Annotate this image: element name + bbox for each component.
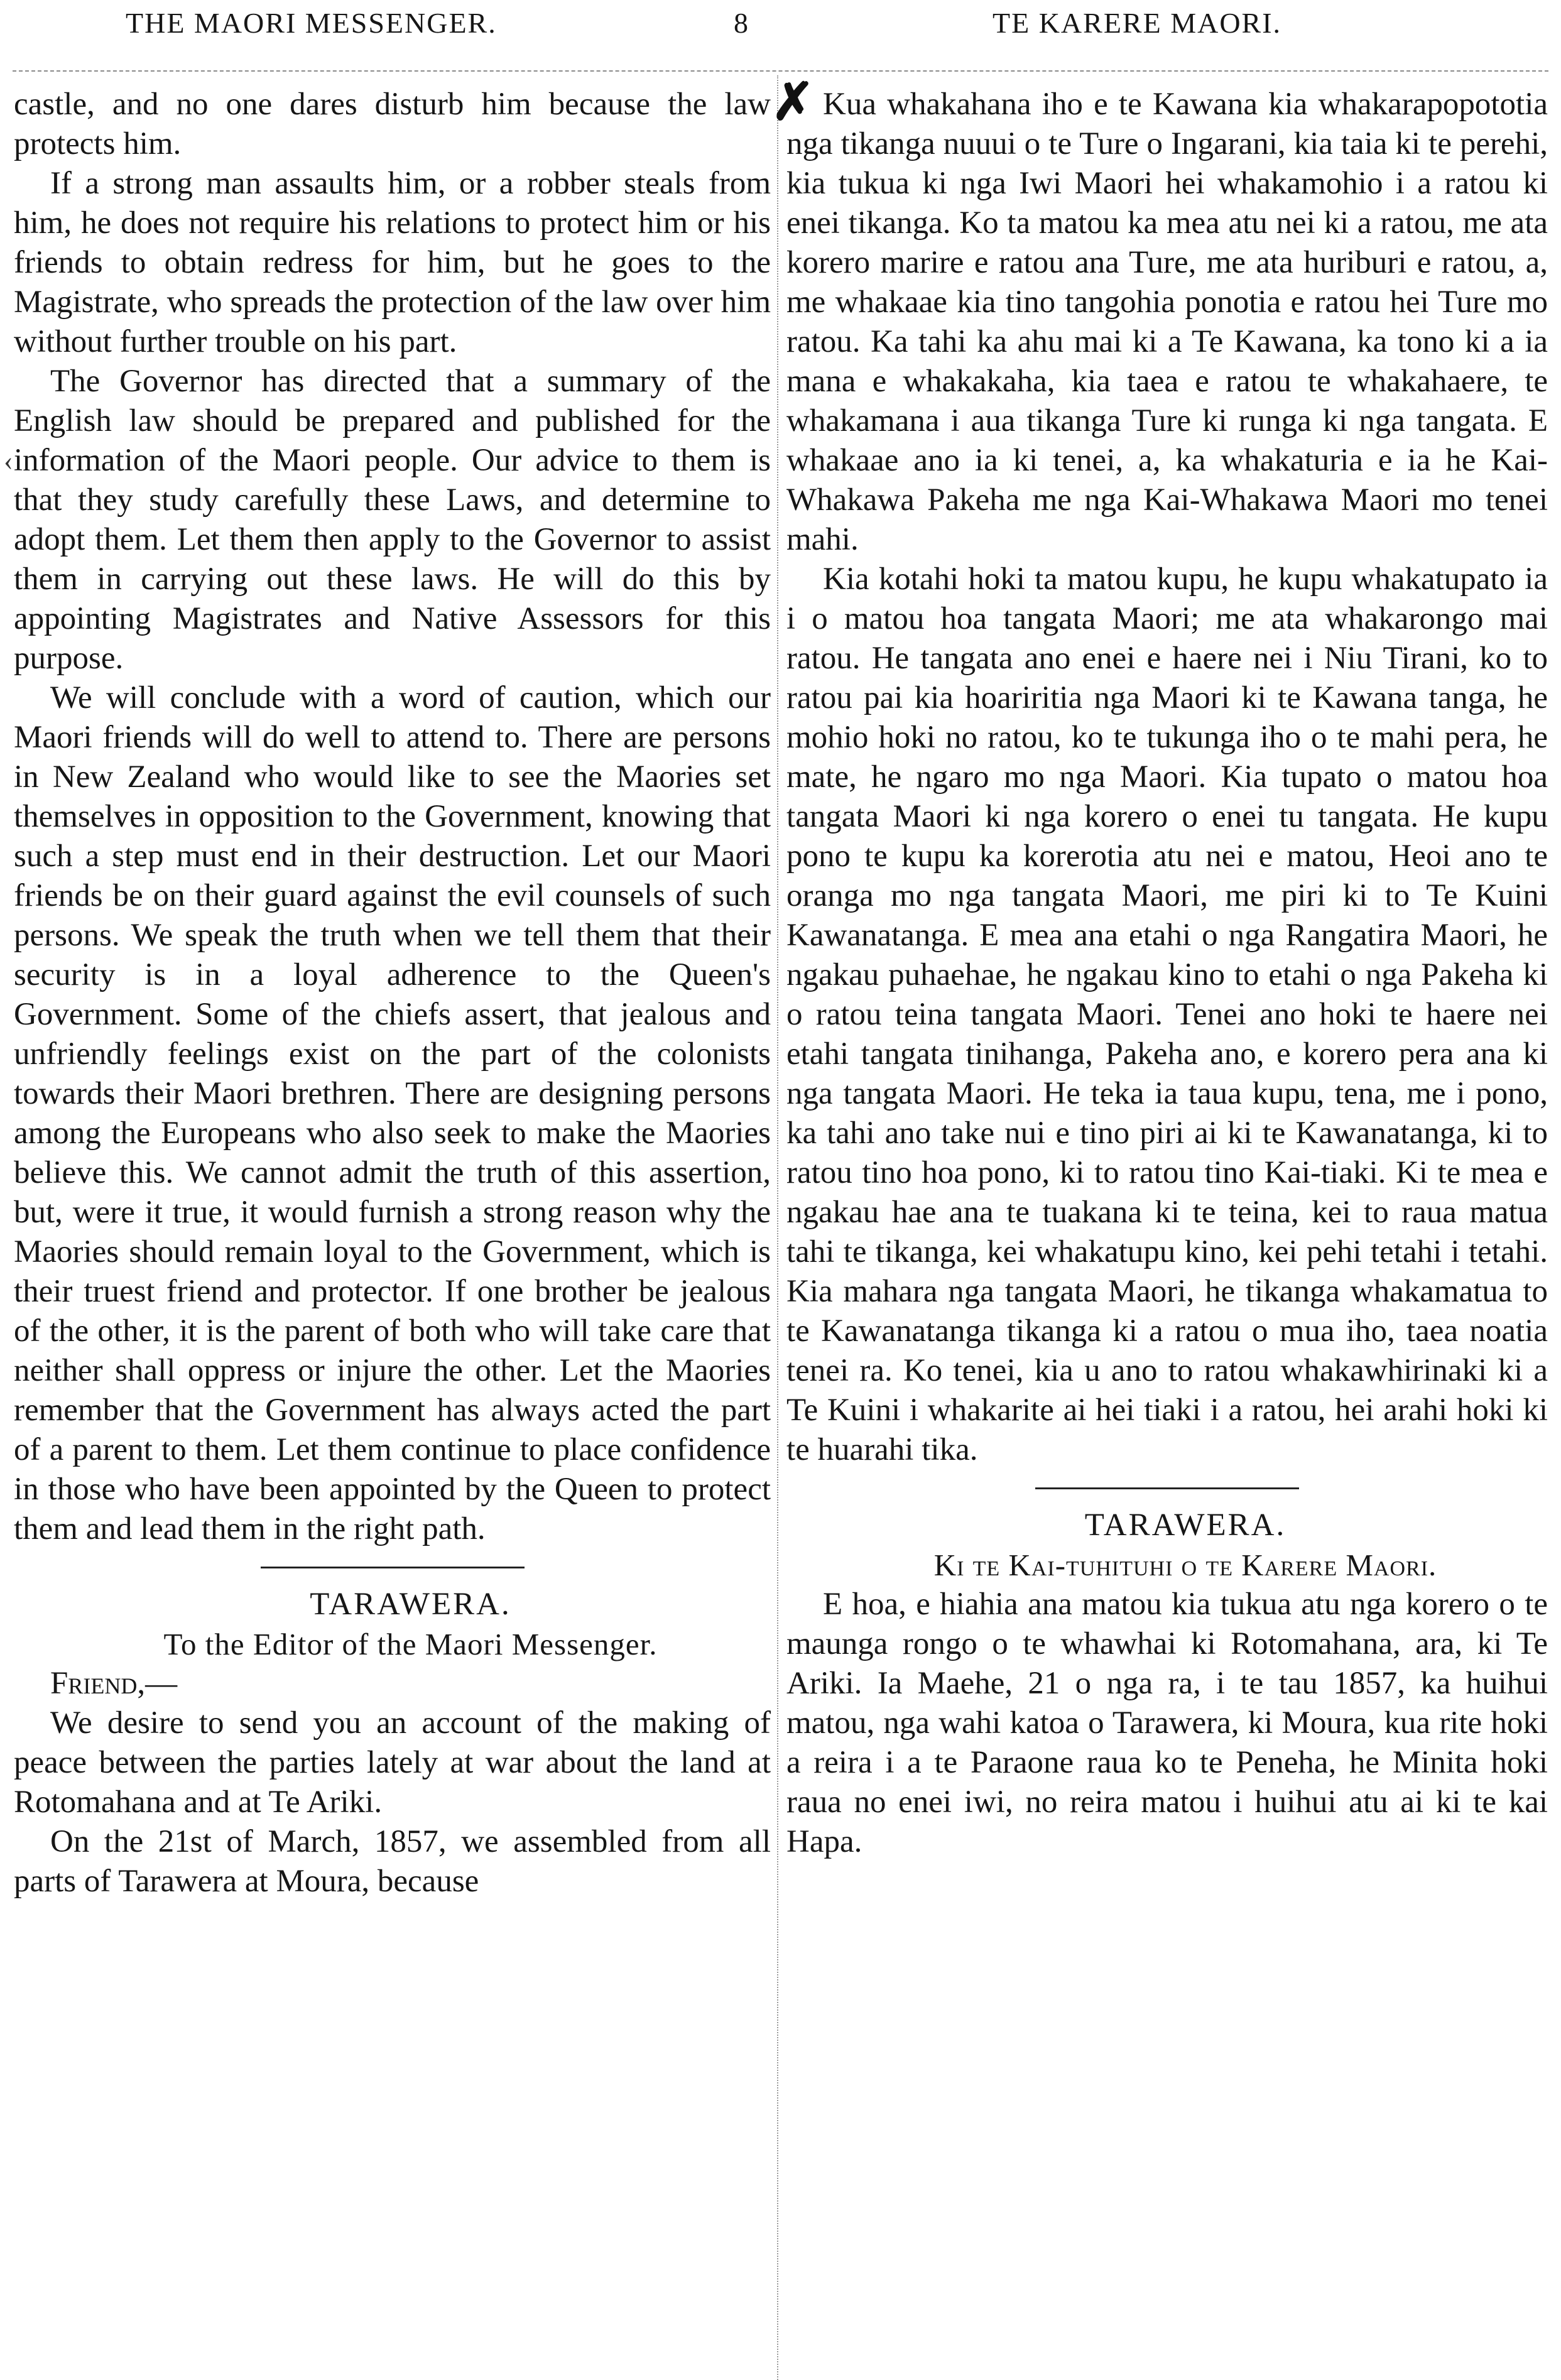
- maori-column: [786, 85, 1548, 1862]
- section-rule: [261, 1567, 525, 1568]
- letter-paragraph: We desire to send you an account of the making of peace between the parties lately at war about the land at Rotomahana and at Te Ariki.: [14, 1705, 771, 1820]
- article-paragraph: castle, and no one dares disturb him because the law protects him.: [14, 87, 771, 161]
- section-title: TARAWERA.: [310, 1587, 511, 1622]
- header-maori-title: TE KARERE MAORI.: [993, 7, 1282, 39]
- article-paragraph: If a strong man assaults him, or a robber steals from him, he does not require his relations to protect him or his friends to obtain redress for him, but he goes to the Magistrate, who spreads the protection of the law over him without further trouble on his part.: [14, 166, 771, 359]
- english-column: [14, 85, 771, 1901]
- letter-subheading: Ki te Kai-tuhituhi o te Karere Maori.: [933, 1548, 1437, 1582]
- article-paragraph: Kia kotahi hoki ta matou kupu, he kupu whakatupato ia i o matou hoa tangata Maori; me ata whakarongo mai ratou. He tangata ano enei e haere nei i Niu Tirani, ko to ratou pai kia hoariritia nga Maori ki te Kawana tanga, he mohio hoki no ratou, ko te tukunga iho o te mahi pera, he mate, he ngaro mo nga Maori. Kia tupato o matou hoa tangata Maori ki nga korero o enei tu tangata. He kupu pono te kupu ka korerotia atu nei e matou, Heoi ano te oranga mo nga tangata Maori, me piri ki to Te Kuini Kawanatanga. E mea ana etahi o nga Rangatira Maori, he ngakau puhaehae, he ngakau kino to etahi o nga Pakeha ki o ratou teina tangata Maori. Tenei ano hoki te haere nei etahi tangata tinihanga, Pakeha ano, e korero pera ana ki nga tangata Maori. He teka ia taua kupu, tena, me i pono, ka tahi ano take nui e tino piri ai ki te Kawanatanga, ki to ratou tino hoa pono, ki to ratou tino Kai-tiaki. Ki te mea e ngakau hae ana te tuakana ki te teina, kei to raua matua tahi te tikanga, kei whakatupu kino, kei pehi tetahi i tetahi. Kia mahara nga tangata Maori, he tikanga whakamatua to te Kawanatanga tikanga ki a ratou o mua iho, taea noatia tenei ra. Ko tenei, kia u ano to ratou whakawhirinaki ki a Te Kuini i whakarite ai hei tiaki i a ratou, hei arahi hoki ki te huarahi tika.: [786, 562, 1548, 1467]
- margin-cross-mark: ✗: [771, 73, 815, 131]
- header-english-title: THE MAORI MESSENGER.: [126, 7, 497, 39]
- section-rule: [1035, 1487, 1299, 1489]
- header-rule: [13, 70, 1548, 72]
- letter-subheading: To the Editor of the Maori Messenger.: [163, 1627, 658, 1661]
- letter-salutation: Friend,—: [50, 1666, 178, 1701]
- section-title: TARAWERA.: [1084, 1508, 1286, 1543]
- article-paragraph: The Governor has directed that a summary of the English law should be prepared and published for the information of the Maori people. Our advice to them is that they study carefully these Laws, and determine to adopt them. Let them then apply to the Governor to assist them in carrying out these laws. He will do this by appointing Magistrates and Native Assessors for this purpose.: [14, 364, 771, 676]
- letter-paragraph: On the 21st of March, 1857, we assembled from all parts of Tarawera at Moura, because: [14, 1824, 771, 1899]
- article-paragraph: Kua whakahana iho e te Kawana kia whakarapopototia nga tikanga nuuui o te Ture o Ingarani, kia taia ki te perehi, kia tukua ki nga Iwi Maori hei whakamohio i a ratou ki enei tikanga. Ko ta matou ka mea atu nei ki a ratou, me ata korero marire e ratou ana Ture, me ata huriburi e ratou, a, me whakaae kia tino tangohia ponotia e ratou hei Ture mo ratou. Ka tahi ka ahu mai ki a Te Kawana, ka tono ki a ia mana e whakakaha, kia taea e ratou te whakahaere, te whakamana i aua tikanga Ture ki runga ki nga tangata. E whakaae ano ia ki tenei, a, ka whakaturia e ia he Kai-Whakawa Pakeha me nga Kai-Whakawa Maori mo tenei mahi.: [786, 87, 1548, 557]
- page-number: 8: [734, 7, 749, 39]
- margin-tick-mark: ‹: [4, 445, 13, 476]
- article-paragraph: We will conclude with a word of caution, which our Maori friends will do well to attend to. There are persons in New Zealand who would like to see the Maories set themselves in opposition to the Government, knowing that such a step must end in their destruction. Let our Maori friends be on their guard against the evil counsels of such persons. We speak the truth when we tell them that their security is in a loyal adherence to the Queen's Government. Some of the chiefs assert, that jealous and unfriendly feelings exist on the part of the colonists towards their Maori brethren. There are designing persons among the Europeans who also seek to make the Maories believe this. We cannot admit the truth of this assertion, but, were it true, it would furnish a strong reason why the Maories should remain loyal to the Government, which is their truest friend and protector. If one brother be jealous of the other, it is the parent of both who will take care that neither shall oppress or injure the other. Let the Maories remember that the Government has always acted the part of a parent to them. Let them continue to place confidence in those who have been appointed by the Queen to protect them and lead them in the right path.: [14, 680, 771, 1546]
- letter-paragraph: E hoa, e hiahia ana matou kia tukua atu nga korero o te maunga rongo o te whawhai ki Rotomahana, ara, ki Te Ariki. Ia Maehe, 21 o nga ra, i te tau 1857, ka huihui matou, nga wahi katoa o Tarawera, ki Moura, kua rite hoki a reira i a te Paraone raua ko te Peneha, he Minita hoki raua no enei iwi, no reira matou i huihui atu ai ki te kai Hapa.: [786, 1587, 1548, 1859]
- column-divider: [777, 75, 778, 2380]
- page-header: [0, 0, 1561, 50]
